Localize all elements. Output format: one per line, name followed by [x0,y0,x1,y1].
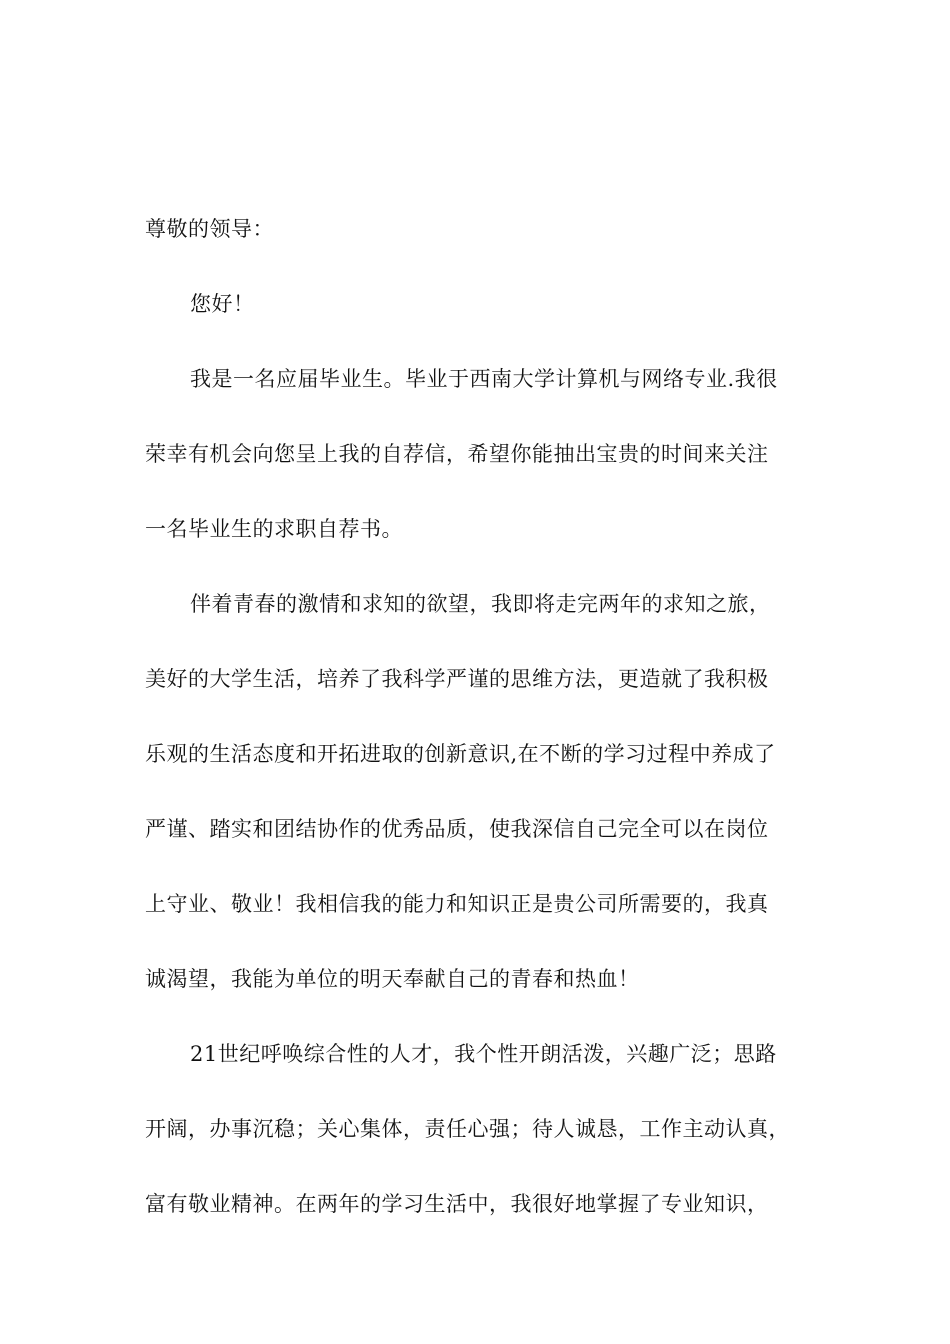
greeting: 您好！ [190,292,255,316]
paragraph-2-line-1: 伴着青春的激情和求知的欲望，我即将走完两年的求知之旅， [190,592,771,616]
paragraph-3-line-1: 21世纪呼唤综合性的人才，我个性开朗活泼，兴趣广泛；思路 [190,1042,777,1066]
paragraph-1-line-3: 一名毕业生的求职自荐书。 [145,517,403,541]
paragraph-3-line-2: 开阔，办事沉稳；关心集体，责任心强；待人诚恳，工作主动认真， [145,1117,790,1141]
paragraph-2-line-2: 美好的大学生活，培养了我科学严谨的思维方法，更造就了我积极 [145,667,769,691]
paragraph-3-line-3: 富有敬业精神。在两年的学习生活中，我很好地掌握了专业知识， [145,1192,769,1216]
paragraph-1-line-1: 我是一名应届毕业生。毕业于西南大学计算机与网络专业.我很 [190,367,778,391]
paragraph-2-line-6: 诚渴望，我能为单位的明天奉献自己的青春和热血！ [145,967,640,991]
paragraph-2-line-4: 严谨、踏实和团结协作的优秀品质，使我深信自己完全可以在岗位 [145,817,769,841]
paragraph-2-line-3: 乐观的生活态度和开拓进取的创新意识,在不断的学习过程中养成了 [145,742,776,766]
salutation: 尊敬的领导： [145,217,274,241]
paragraph-1-line-2: 荣幸有机会向您呈上我的自荐信，希望你能抽出宝贵的时间来关注 [145,442,769,466]
paragraph-2-line-5: 上守业、敬业！我相信我的能力和知识正是贵公司所需要的，我真 [145,892,769,916]
